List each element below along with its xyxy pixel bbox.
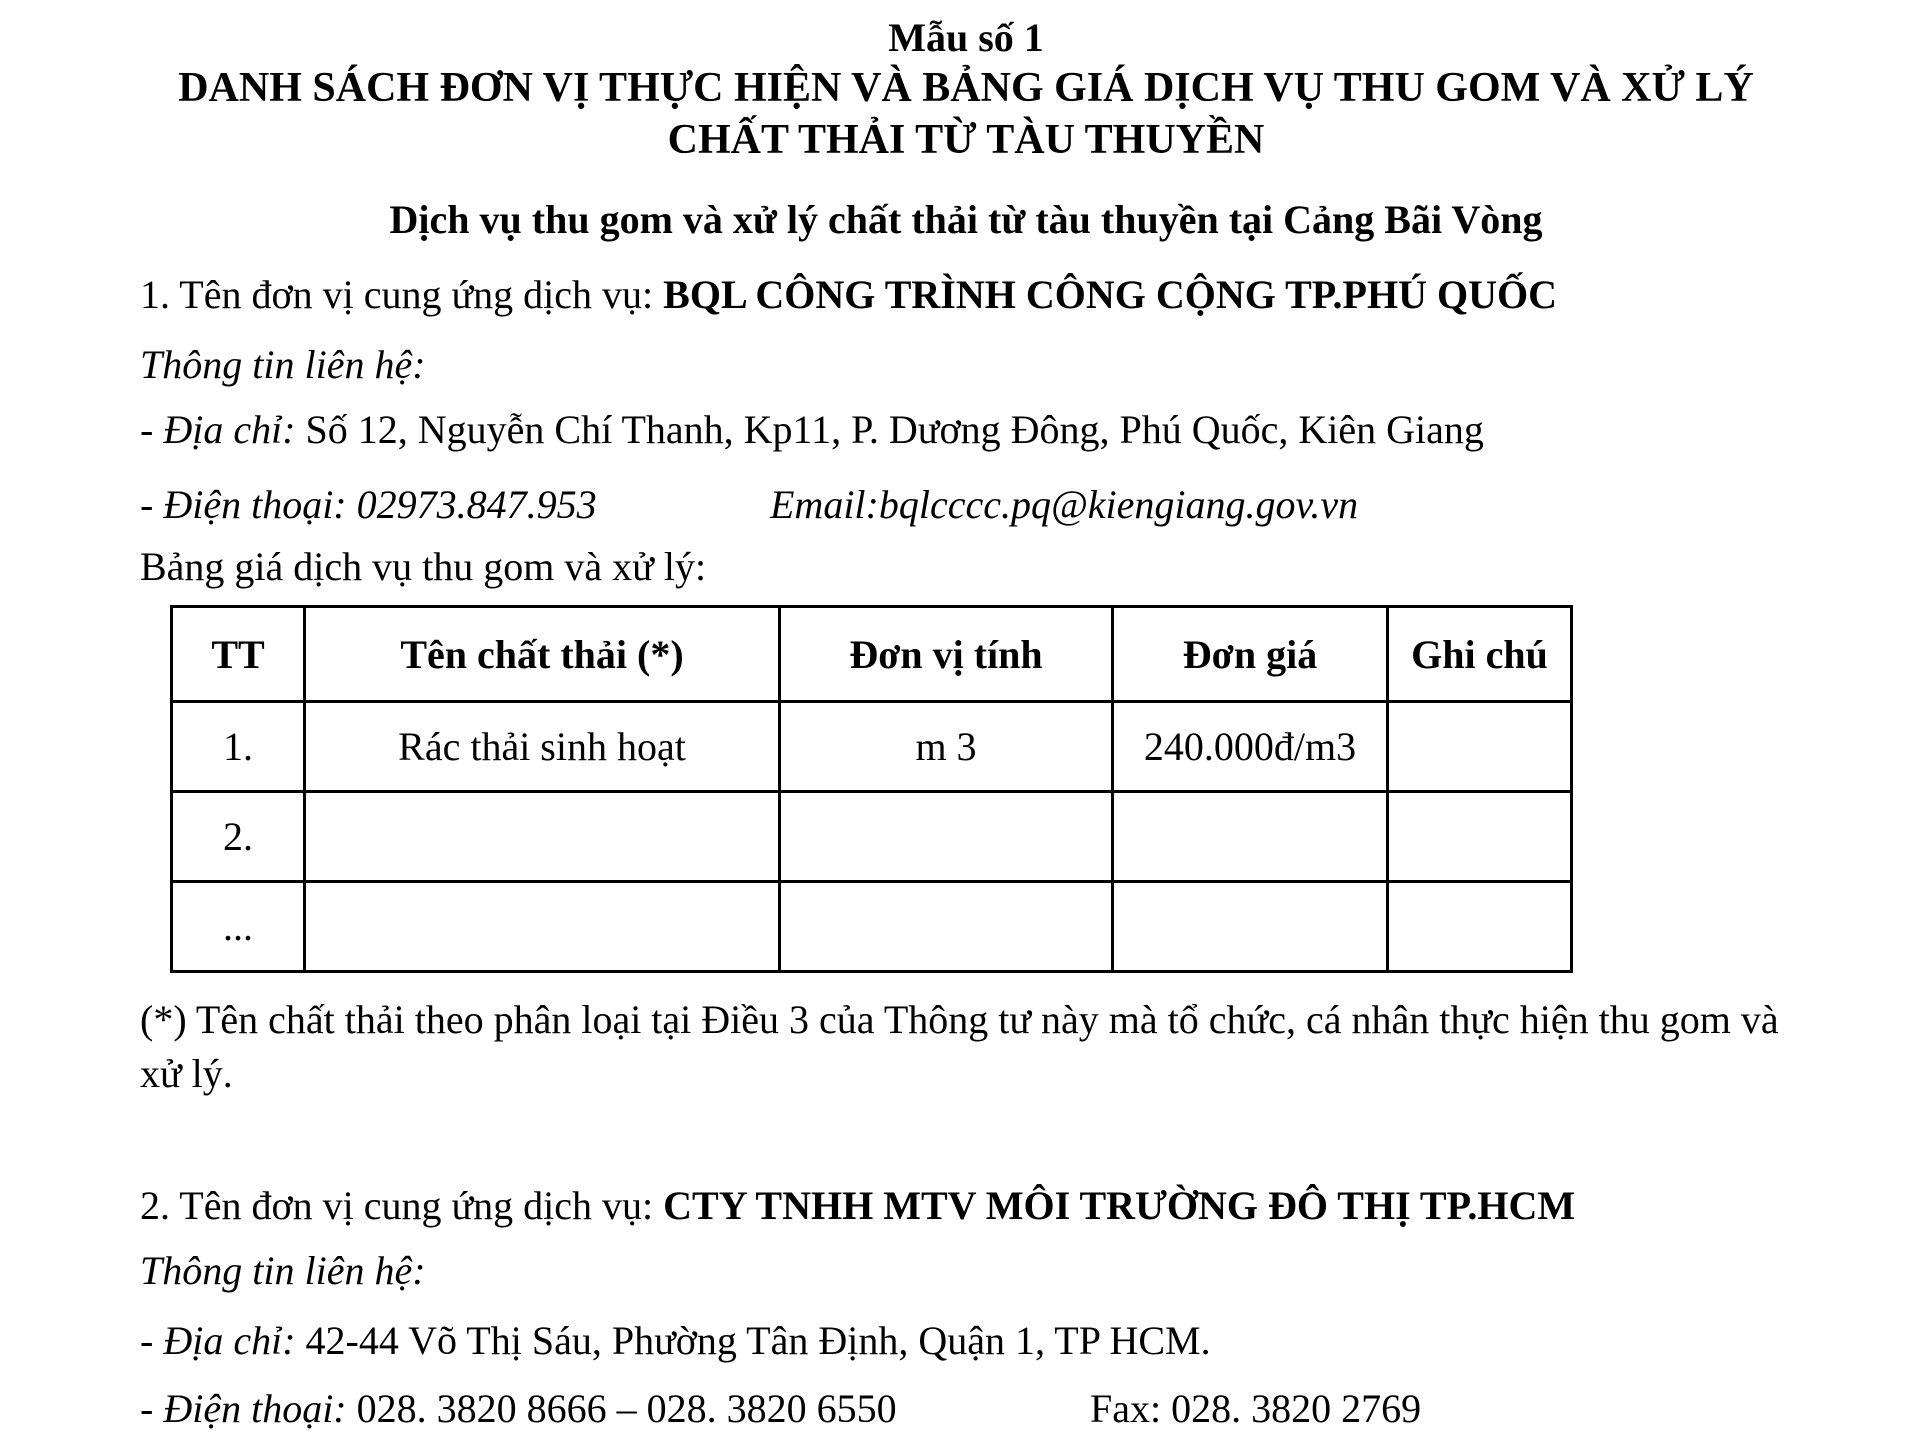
section2-address-line — [140, 1316, 1792, 1366]
section2-provider-label: 2. Tên đơn vị cung ứng dịch vụ: — [140, 1183, 654, 1228]
table-row — [172, 882, 1572, 972]
header-cell-waste-name: Tên chất thải (*) — [305, 607, 780, 702]
cell-row2-waste-name — [305, 792, 780, 882]
section1-provider-name: BQL CÔNG TRÌNH CÔNG CỘNG TP.PHÚ QUỐC — [663, 272, 1557, 317]
cell-row3-waste-name — [305, 882, 780, 972]
header-cell-price: Đơn giá — [1113, 607, 1388, 702]
section2-fax-value: Fax: 028. 3820 2769 — [1090, 1386, 1422, 1431]
section1-phone-label: - Điện thoại: — [140, 482, 347, 527]
price-table-heading: Bảng giá dịch vụ thu gom và xử lý: — [140, 544, 707, 589]
cell-row3-unit — [780, 882, 1113, 972]
cell-row2-price — [1113, 792, 1388, 882]
section1-address-line — [140, 405, 1792, 455]
table-row — [172, 702, 1572, 792]
price-table — [170, 605, 1573, 973]
section1-address-value: Số 12, Nguyễn Chí Thanh, Kp11, P. Dương Đông, Phú Quốc, Kiên Giang — [305, 407, 1484, 452]
cell-row2-unit — [780, 792, 1113, 882]
price-table-header-row — [172, 607, 1572, 702]
header-cell-unit: Đơn vị tính — [780, 607, 1113, 702]
table-footnote: (*) Tên chất thải theo phân loại tại Điều 3 của Thông tư này mà tổ chức, cá nhân thực hiện thu gom và xử lý. — [140, 997, 1779, 1096]
section1-phone-line — [140, 480, 1792, 530]
section1-contact-heading: Thông tin liên hệ: — [140, 342, 426, 387]
header-cell-tt: TT — [172, 607, 305, 702]
cell-row1-tt: 1. — [172, 702, 305, 792]
section2-provider-line — [140, 1181, 1792, 1231]
section1-email-value: Email:bqlcccc.pq@kiengiang.gov.vn — [770, 482, 1359, 527]
cell-row3-note — [1388, 882, 1572, 972]
cell-row1-unit: m 3 — [780, 702, 1113, 792]
header-cell-note: Ghi chú — [1388, 607, 1572, 702]
section1-phone-value: 02973.847.953 — [356, 482, 597, 527]
section1-provider-line — [140, 270, 1792, 320]
table-row — [172, 792, 1572, 882]
cell-row1-note — [1388, 702, 1572, 792]
form-number-label: Mẫu số 1 — [888, 15, 1044, 60]
section2-phone-label: - Điện thoại: — [140, 1386, 347, 1431]
cell-row3-price — [1113, 882, 1388, 972]
document-subtitle: Dịch vụ thu gom và xử lý chất thải từ tàu thuyền tại Cảng Bãi Vòng — [389, 197, 1543, 242]
section1-address-label: - Địa chỉ: — [140, 407, 296, 452]
section2-address-label: - Địa chỉ: — [140, 1318, 296, 1363]
cell-row1-price: 240.000đ/m3 — [1113, 702, 1388, 792]
cell-row2-tt: 2. — [172, 792, 305, 882]
section2-provider-name: CTY TNHH MTV MÔI TRƯỜNG ĐÔ THỊ TP.HCM — [663, 1183, 1576, 1228]
cell-row2-note — [1388, 792, 1572, 882]
section2-contact-heading: Thông tin liên hệ: — [140, 1248, 426, 1293]
section2-phone-value: 028. 3820 8666 – 028. 3820 6550 — [356, 1386, 897, 1431]
cell-row3-tt: ... — [172, 882, 305, 972]
document-title-line2: CHẤT THẢI TỪ TÀU THUYỀN — [667, 117, 1265, 163]
section2-address-value: 42-44 Võ Thị Sáu, Phường Tân Định, Quận 1, TP HCM. — [305, 1318, 1211, 1363]
cell-row1-waste-name: Rác thải sinh hoạt — [305, 702, 780, 792]
document-title-line1: DANH SÁCH ĐƠN VỊ THỰC HIỆN VÀ BẢNG GIÁ DỊCH VỤ THU GOM VÀ XỬ LÝ — [178, 65, 1754, 111]
section1-provider-label: 1. Tên đơn vị cung ứng dịch vụ: — [140, 272, 654, 317]
section2-phone-line — [140, 1384, 1792, 1434]
